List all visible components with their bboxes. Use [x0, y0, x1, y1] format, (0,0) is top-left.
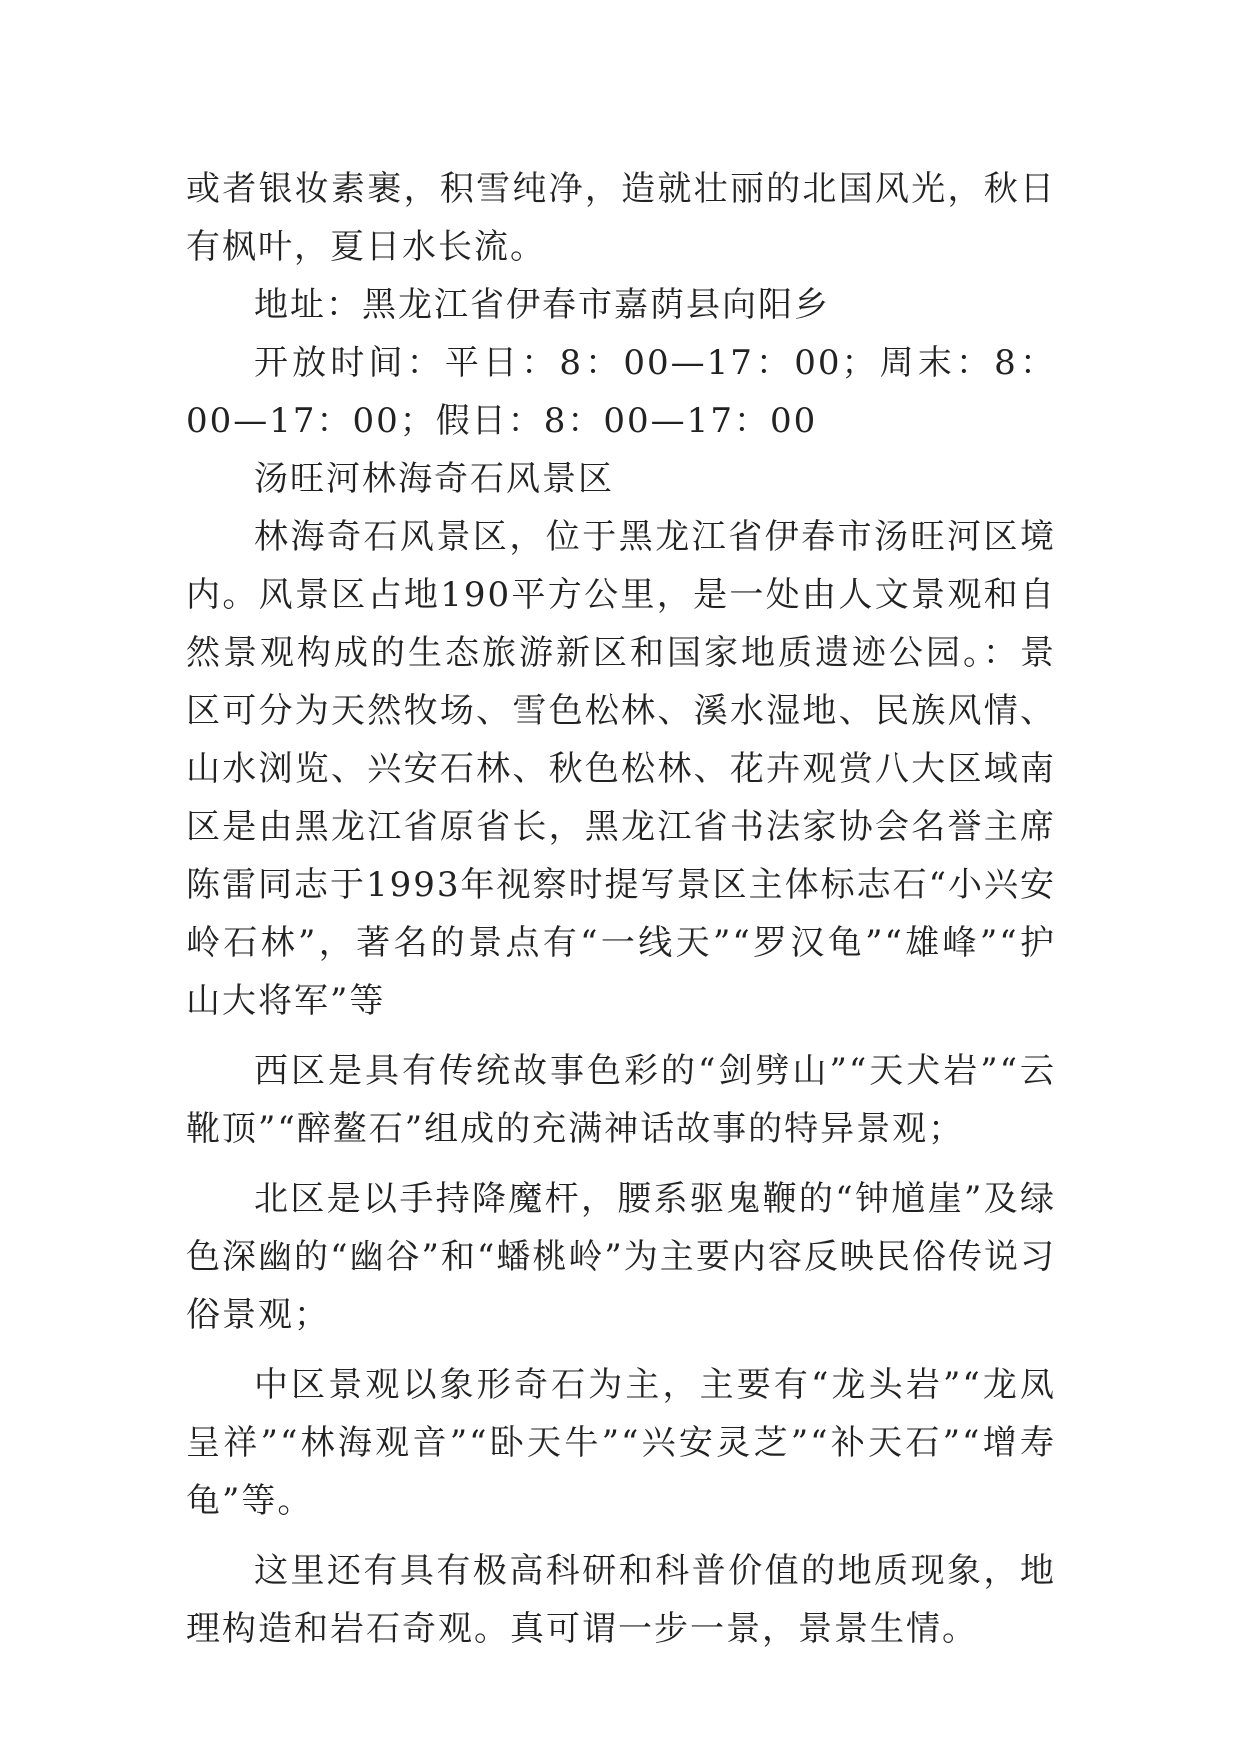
paragraph-geology-summary: 这里还有具有极高科研和科普价值的地质现象，地理构造和岩石奇观。真可谓一步一景，景景生情。 [186, 1551, 1056, 1649]
paragraph-address: 地址：黑龙江省伊春市嘉荫县向阳乡 [254, 285, 830, 325]
paragraph-scenic-area-intro: 林海奇石风景区，位于黑龙江省伊春市汤旺河区境内。风景区占地190平方公里，是一处由人文景观和自然景观构成的生态旅游新区和国家地质遗迹公园。：景区可分为天然牧场、雪色松林、溪水湿地、民族风情、山水浏览、兴安石林、秋色松林、花卉观赏八大区域南区是由黑龙江省原省长，黑龙江省书法家协会名誉主席陈雷同志于1993年视察时提写景区主体标志石“小兴安岭石林”，著名的景点有“一线天”“罗汉龟”“雄峰”“护山大将军”等 [186, 517, 1056, 1021]
paragraph-central-zone: 中区景观以象形奇石为主，主要有“龙头岩”“龙凤呈祥”“林海观音”“卧天牛”“兴安灵芝”“补天石”“增寿龟”等。 [186, 1365, 1056, 1521]
section-heading-tangwanghe: 汤旺河林海奇石风景区 [254, 459, 614, 499]
paragraph-west-zone: 西区是具有传统故事色彩的“剑劈山”“天犬岩”“云靴顶”“醉鳌石”组成的充满神话故事的特异景观； [186, 1051, 1056, 1149]
paragraph-opening-hours: 开放时间：平日：8：00—17：00；周末：8：00—17：00；假日：8：00—17：00 [186, 343, 1056, 441]
document-body [186, 160, 1056, 1658]
paragraph-scenery-continued: 或者银妆素裹，积雪纯净，造就壮丽的北国风光，秋日有枫叶，夏日水长流。 [186, 169, 1056, 267]
paragraph-north-zone: 北区是以手持降魔杆，腰系驱鬼鞭的“钟馗崖”及绿色深幽的“幽谷”和“蟠桃岭”为主要内容反映民俗传说习俗景观； [186, 1179, 1056, 1335]
